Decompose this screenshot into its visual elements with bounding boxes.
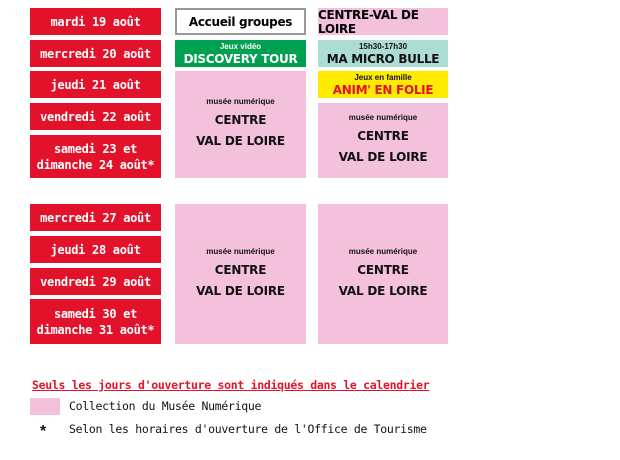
museum-block: musée numérique CENTRE VAL DE LOIRE: [175, 204, 306, 344]
day-label: samedi 23 et dimanche 24 août*: [30, 135, 161, 178]
museum-block: musée numérique CENTRE VAL DE LOIRE: [318, 103, 448, 178]
event-ma-micro-bulle: 15h30-17h30 MA MICRO BULLE: [318, 40, 448, 67]
event-anim-en-folie: Jeux en famille ANIM' EN FOLIE: [318, 71, 448, 98]
day-label: mardi 19 août: [30, 8, 161, 35]
accueil-groupes-header: Accueil groupes: [175, 8, 306, 35]
pink-swatch: [30, 398, 60, 415]
day-label: mercredi 20 août: [30, 40, 161, 67]
centre-val-de-loire-header: CENTRE-VAL DE LOIRE: [318, 8, 448, 35]
museum-block: musée numérique CENTRE VAL DE LOIRE: [175, 71, 306, 178]
calendar-note: Seuls les jours d'ouverture sont indiqués dans le calendrier: [32, 378, 430, 392]
day-label: samedi 30 et dimanche 31 août*: [30, 299, 161, 344]
day-label: jeudi 21 août: [30, 71, 161, 98]
day-label: jeudi 28 août: [30, 236, 161, 263]
day-label: mercredi 27 août: [30, 204, 161, 231]
asterisk-icon: *: [40, 423, 47, 440]
day-label: vendredi 29 août: [30, 268, 161, 295]
legend-collection: Collection du Musée Numérique: [69, 399, 262, 413]
legend-opening-hours: Selon les horaires d'ouverture de l'Office de Tourisme: [69, 422, 427, 436]
day-label: vendredi 22 août: [30, 103, 161, 130]
museum-block: musée numérique CENTRE VAL DE LOIRE: [318, 204, 448, 344]
event-discovery-tour: Jeux vidéo DISCOVERY TOUR: [175, 40, 306, 67]
